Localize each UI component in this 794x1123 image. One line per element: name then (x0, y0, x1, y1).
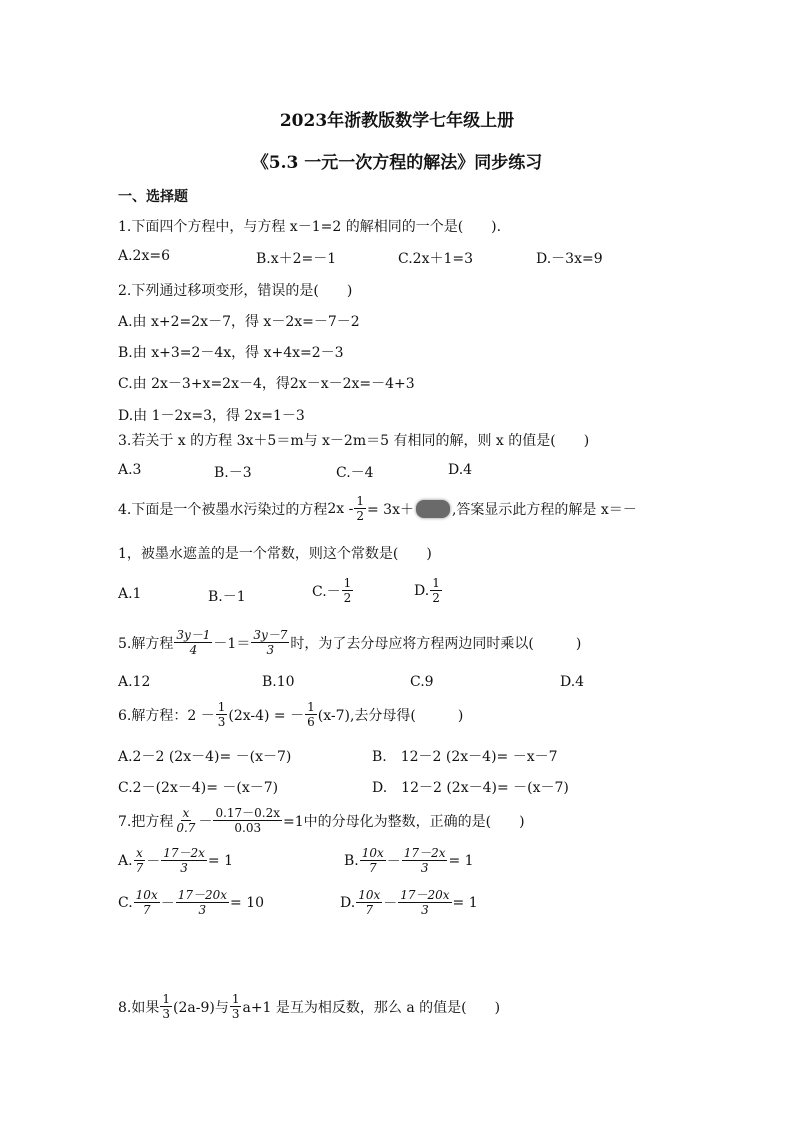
option-label: A. (118, 852, 133, 869)
option-label: D. (340, 894, 356, 911)
q5-option-a: A.12 (118, 674, 151, 690)
page-subtitle: 《5.3 一元一次方程的解法》同步练习 (251, 153, 543, 173)
q4-option-b: B.－1 (208, 589, 246, 605)
q2-option-b: B.由 x+3=2－4x，得 x+4x=2－3 (118, 345, 344, 361)
option-frac-1 (134, 846, 146, 875)
q2-option-d: D.由 1－2x=3，得 2x=1－3 (118, 408, 305, 424)
q6-option-b: B. 12－2 (2x－4)= －x－7 (372, 749, 558, 765)
option-frac-2 (176, 888, 229, 917)
q3-option-a: A.3 (118, 462, 142, 478)
q4-option-d-label: D. (414, 582, 430, 599)
frac-num: 17－20x (400, 888, 450, 902)
q4-frac-num: 1 (356, 494, 364, 508)
frac-num: x (182, 806, 190, 820)
q4-eq-left: 2x - (327, 500, 354, 517)
q1-option-b: B.x＋2=－1 (256, 251, 337, 267)
option-label: B. (344, 852, 359, 869)
q4-eq-right: = 3x＋ (366, 501, 414, 518)
q4-fraction (354, 494, 366, 523)
option-label: C. (118, 894, 133, 911)
frac-den: 7 (365, 903, 374, 917)
frac-den: 7 (368, 861, 377, 875)
q4-option-c-label: C.－ (312, 583, 341, 600)
question-4-stem (118, 494, 637, 523)
question-1-stem: 1.下面四个方程中，与方程 x－1=2 的解相同的一个是( ). (118, 219, 502, 235)
frac-num: 10x (358, 888, 381, 902)
q3-option-d: D.4 (448, 462, 473, 478)
frac-den: 3 (266, 643, 275, 657)
q7-post: =1中的分母化为整数，正确的是( ) (283, 813, 525, 830)
frac-den: 6 (307, 715, 315, 729)
q4-option-c (312, 576, 354, 605)
page-title: 2023年浙教版数学七年级上册 (279, 111, 515, 131)
q6-post: (x-7),去分母得( ) (317, 707, 464, 724)
q4-option-d-frac (430, 576, 442, 605)
frac-den: 3 (217, 715, 226, 729)
option-rhs: = 10 (230, 894, 265, 911)
frac-num: 1 (217, 700, 226, 714)
q4-pre: 4.下面是一个被墨水污染过的方程 (118, 501, 328, 518)
q7-option-d (340, 888, 478, 917)
q5-post: 时，为了去分母应将方程两边同时乘以( ) (290, 635, 582, 652)
q3-option-b: B.－3 (214, 465, 252, 481)
q6-option-d: D. 12－2 (2x－4)= －(x－7) (372, 780, 569, 796)
q8-frac-2 (230, 992, 242, 1021)
minus-sign: － (383, 895, 398, 912)
q6-pre: 6.解方程： (118, 707, 188, 724)
frac-num: 1 (432, 576, 440, 590)
frac-num: 0.17－0.2x (215, 806, 281, 820)
q4-option-d (414, 576, 443, 605)
option-rhs: = 1 (452, 894, 478, 911)
q6-option-a: A.2－2 (2x－4)= －(x－7) (118, 749, 292, 765)
frac-den: 3 (162, 1007, 170, 1021)
option-frac-1 (360, 846, 386, 875)
minus-sign: － (386, 853, 401, 870)
frac-num: 10x (135, 888, 158, 902)
frac-num: 1 (343, 576, 352, 590)
q7-option-b (344, 846, 474, 875)
q2-option-a: A.由 x+2=2x－7，得 x－2x=－7－2 (118, 314, 360, 330)
frac-den: 3 (180, 861, 188, 875)
frac-num: 1 (162, 992, 170, 1006)
q7-option-a (118, 846, 233, 875)
frac-den: 2 (343, 591, 352, 605)
frac-num: x (135, 846, 143, 860)
question-4-line2: 1，被墨水遮盖的是一个常数，则这个常数是( ) (118, 546, 432, 562)
question-8-stem (118, 992, 500, 1021)
q7-minus: － (198, 813, 213, 830)
option-frac-1 (356, 888, 382, 917)
question-7-stem (118, 806, 525, 835)
option-rhs: = 1 (448, 852, 474, 869)
frac-num: 1 (231, 992, 240, 1006)
frac-num: 10x (361, 846, 384, 860)
q8-post: a+1 是互为相反数，那么 a 的值是( ) (242, 999, 501, 1016)
question-3-stem: 3.若关于 x 的方程 3x＋5＝m与 x－2m＝5 有相同的解，则 x 的值是( ) (118, 433, 590, 449)
q4-frac-den: 2 (356, 509, 364, 523)
question-5-stem (118, 628, 581, 657)
section-heading: 一、选择题 (118, 189, 188, 205)
frac-den: 2 (432, 591, 440, 605)
q6-part-a: 2 － (187, 707, 215, 724)
q6-frac-2 (305, 700, 317, 729)
q1-option-d: D.－3x=9 (536, 251, 603, 267)
q8-pre: 8.如果 (118, 999, 160, 1016)
q7-option-c (118, 888, 264, 917)
q5-mid: －1＝ (213, 635, 251, 652)
frac-den: 0.03 (234, 821, 262, 835)
frac-den: 7 (135, 861, 144, 875)
option-frac-2 (398, 888, 451, 917)
q5-pre: 5.解方程 (118, 635, 174, 652)
q7-pre: 7.把方程 (118, 813, 174, 830)
q2-option-c: C.由 2x－3+x=2x－4，得2x－x－2x=－4+3 (118, 376, 415, 392)
frac-den: 0.7 (176, 821, 196, 835)
q7-frac-2 (213, 806, 282, 835)
frac-num: 17－20x (177, 888, 228, 902)
q5-option-c: C.9 (410, 674, 434, 690)
option-frac-2 (402, 846, 448, 875)
q4-option-c-frac (342, 576, 354, 605)
frac-den: 3 (420, 861, 429, 875)
q1-option-c: C.2x＋1=3 (398, 251, 474, 267)
option-frac-1 (134, 888, 160, 917)
frac-num: 1 (307, 700, 315, 714)
option-frac-2 (161, 846, 207, 875)
q5-frac-2 (251, 628, 289, 657)
ink-blot (416, 500, 450, 518)
frac-num: 17－2x (163, 846, 205, 860)
q5-option-b: B.10 (262, 674, 295, 690)
q4-post: ,答案显示此方程的解是 x＝－ (451, 501, 637, 518)
q6-part-b: (2x-4) = － (228, 707, 305, 724)
q4-option-a: A.1 (118, 586, 142, 602)
q6-frac-1 (216, 700, 228, 729)
frac-num: 17－2x (403, 846, 446, 860)
frac-num: 3y－1 (176, 628, 211, 642)
frac-den: 7 (142, 903, 151, 917)
question-6-stem (118, 700, 463, 729)
minus-sign: － (146, 853, 161, 870)
q8-mid: (2a-9)与 (173, 999, 229, 1016)
frac-den: 3 (421, 903, 429, 917)
option-rhs: = 1 (207, 852, 233, 869)
q6-option-c: C.2－(2x－4)= －(x－7) (118, 780, 279, 796)
frac-num: 3y－7 (253, 628, 288, 642)
frac-den: 4 (189, 643, 198, 657)
q3-option-c: C.－4 (336, 465, 374, 481)
q5-option-d: D.4 (560, 674, 585, 690)
q7-frac-1 (174, 806, 197, 835)
frac-den: 3 (231, 1007, 240, 1021)
q5-frac-1 (174, 628, 212, 657)
q1-option-a: A.2x=6 (118, 248, 171, 264)
frac-den: 3 (198, 903, 207, 917)
question-2-stem: 2.下列通过移项变形，错误的是( ) (118, 283, 353, 299)
minus-sign: － (160, 895, 175, 912)
q8-frac-1 (160, 992, 172, 1021)
